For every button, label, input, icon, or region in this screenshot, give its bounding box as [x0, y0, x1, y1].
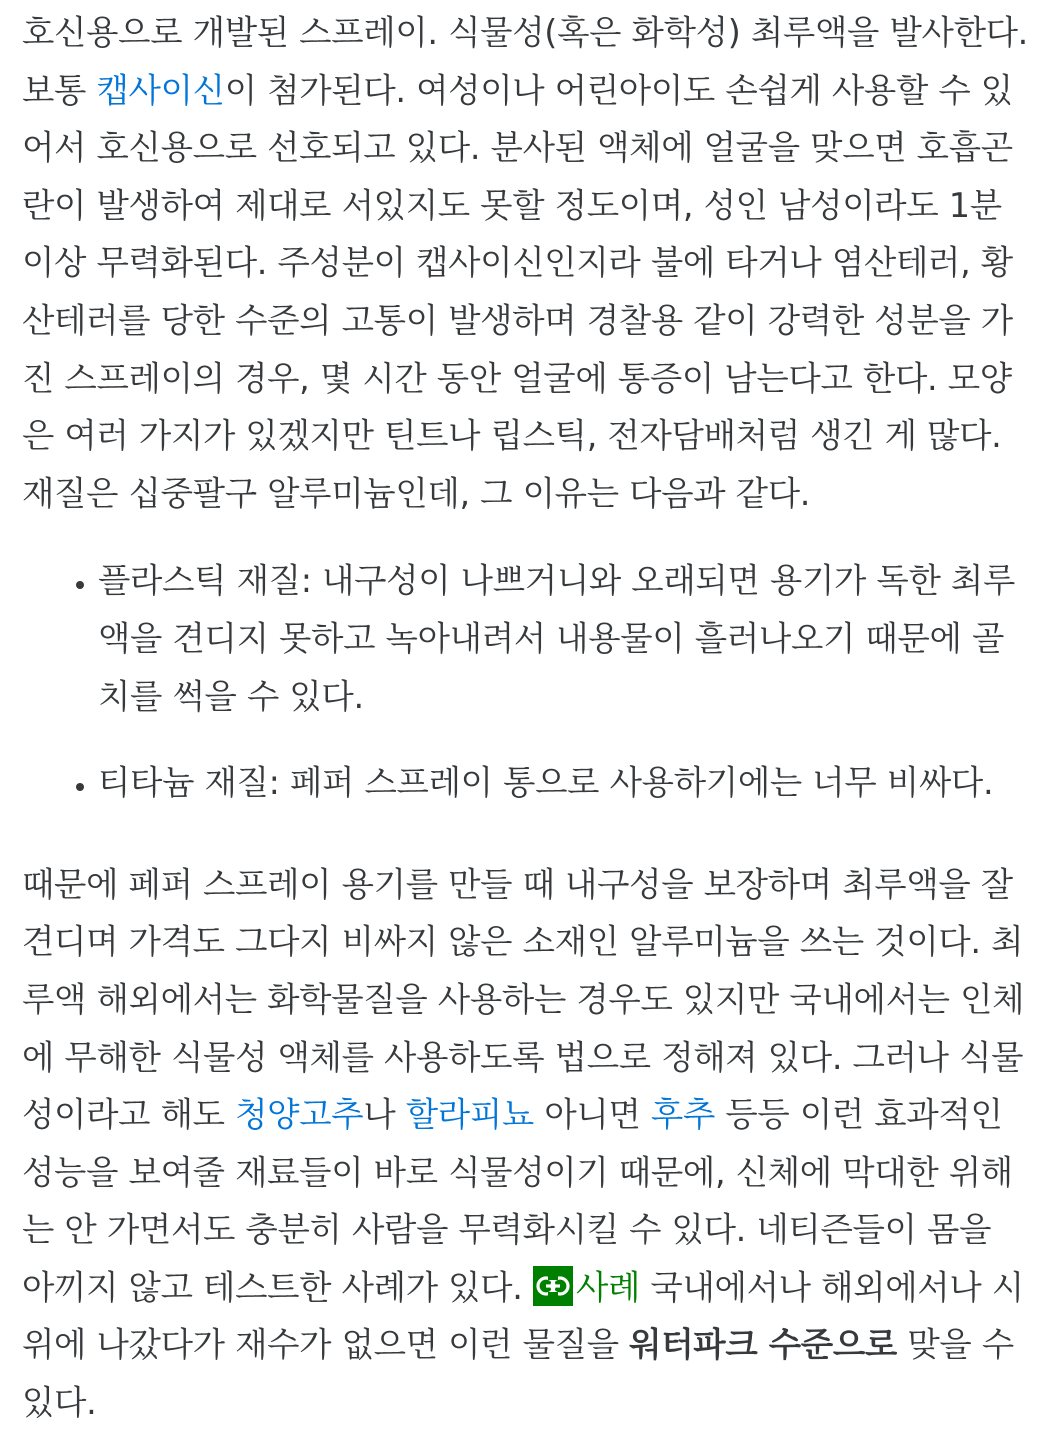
paragraph-text: 때문에 페퍼 스프레이 용기를 만들 때 내구성을 보장하며 최루액을 잘 견디며 가격도 그다지 비싸지 않은 소재인 알루미늄을 쓰는 것이다. 최루액 해외에서는 화학물질을 사용하는 경우도 있지만 국내에서는 인체에 무해한 식물성 액체를 사용하도록 법으로 정해져 있다. 그러나 식물성이라고 해도	[22, 864, 1025, 1135]
paragraph-text: 나	[363, 1095, 406, 1135]
link-black-pepper[interactable]: 후추	[650, 1095, 716, 1135]
paragraph-text: 등등 이런 효과적인 성능을 보여줄 재료들이 바로 식물성이기 때문에, 신체에 막대한 위해는 안 가면서도 충분히 사람을 무력화시킬 수 있다. 네티즌들이 몸을 아끼지 않고 테스트한 사례가 있다.	[22, 1095, 1013, 1307]
bold-emphasis: 워터파크 수준으로	[629, 1325, 897, 1365]
list-item-plastic: • 플라스틱 재질: 내구성이 나쁘거니와 오래되면 용기가 독한 최루액을 견디지 못하고 녹아내려서 내용물이 흘러나오기 때문에 골치를 썩을 수 있다.	[98, 552, 1031, 725]
link-jalapeno[interactable]: 할라피뇨	[405, 1095, 534, 1135]
link-cheongyang-pepper[interactable]: 청양고추	[235, 1095, 364, 1135]
paragraph-text: 국내에서나 해외에서나 시위에 나갔다가 재수가 없으면 이런 물질을	[22, 1267, 1024, 1365]
external-link-icon	[533, 1266, 573, 1306]
list-item-titanium: • 티타늄 재질: 페퍼 스프레이 통으로 사용하기에는 너무 비싸다.	[98, 754, 1031, 812]
paragraph-text: 맞을 수 있다.	[22, 1325, 1014, 1423]
paragraph-text: 호신용으로 개발된 스프레이. 식물성(혹은 화학성) 최루액을 발사한다. 보통	[22, 13, 1029, 110]
paragraph-reason	[22, 856, 1031, 1432]
external-link-case[interactable]	[533, 1268, 640, 1307]
link-capsaicin[interactable]: 캡사이신	[96, 70, 225, 110]
external-link-label: 사례	[575, 1267, 641, 1307]
paragraph-intro	[22, 4, 1031, 522]
paragraph-text: 이 첨가된다. 여성이나 어린아이도 손쉽게 사용할 수 있어서 호신용으로 선호되고 있다. 분사된 액체에 얼굴을 맞으면 호흡곤란이 발생하여 제대로 서있지도 못할 정도이며, 성인 남성이라도 1분 이상 무력화된다. 주성분이 캡사이신인지라 불에 타거나 염산테러, 황산테러를 당한 수준의 고통이 발생하며 경찰용 같이 강력한 성분을 가진 스프레이의 경우, 몇 시간 동안 얼굴에 통증이 남는다고 한다. 모양은 여러 가지가 있겠지만 틴트나 립스틱, 전자담배처럼 생긴 게 많다. 재질은 십중팔구 알루미늄인데, 그 이유는 다음과 같다.	[22, 70, 1013, 513]
paragraph-text: 아니면	[534, 1095, 651, 1135]
material-list	[22, 552, 1031, 811]
